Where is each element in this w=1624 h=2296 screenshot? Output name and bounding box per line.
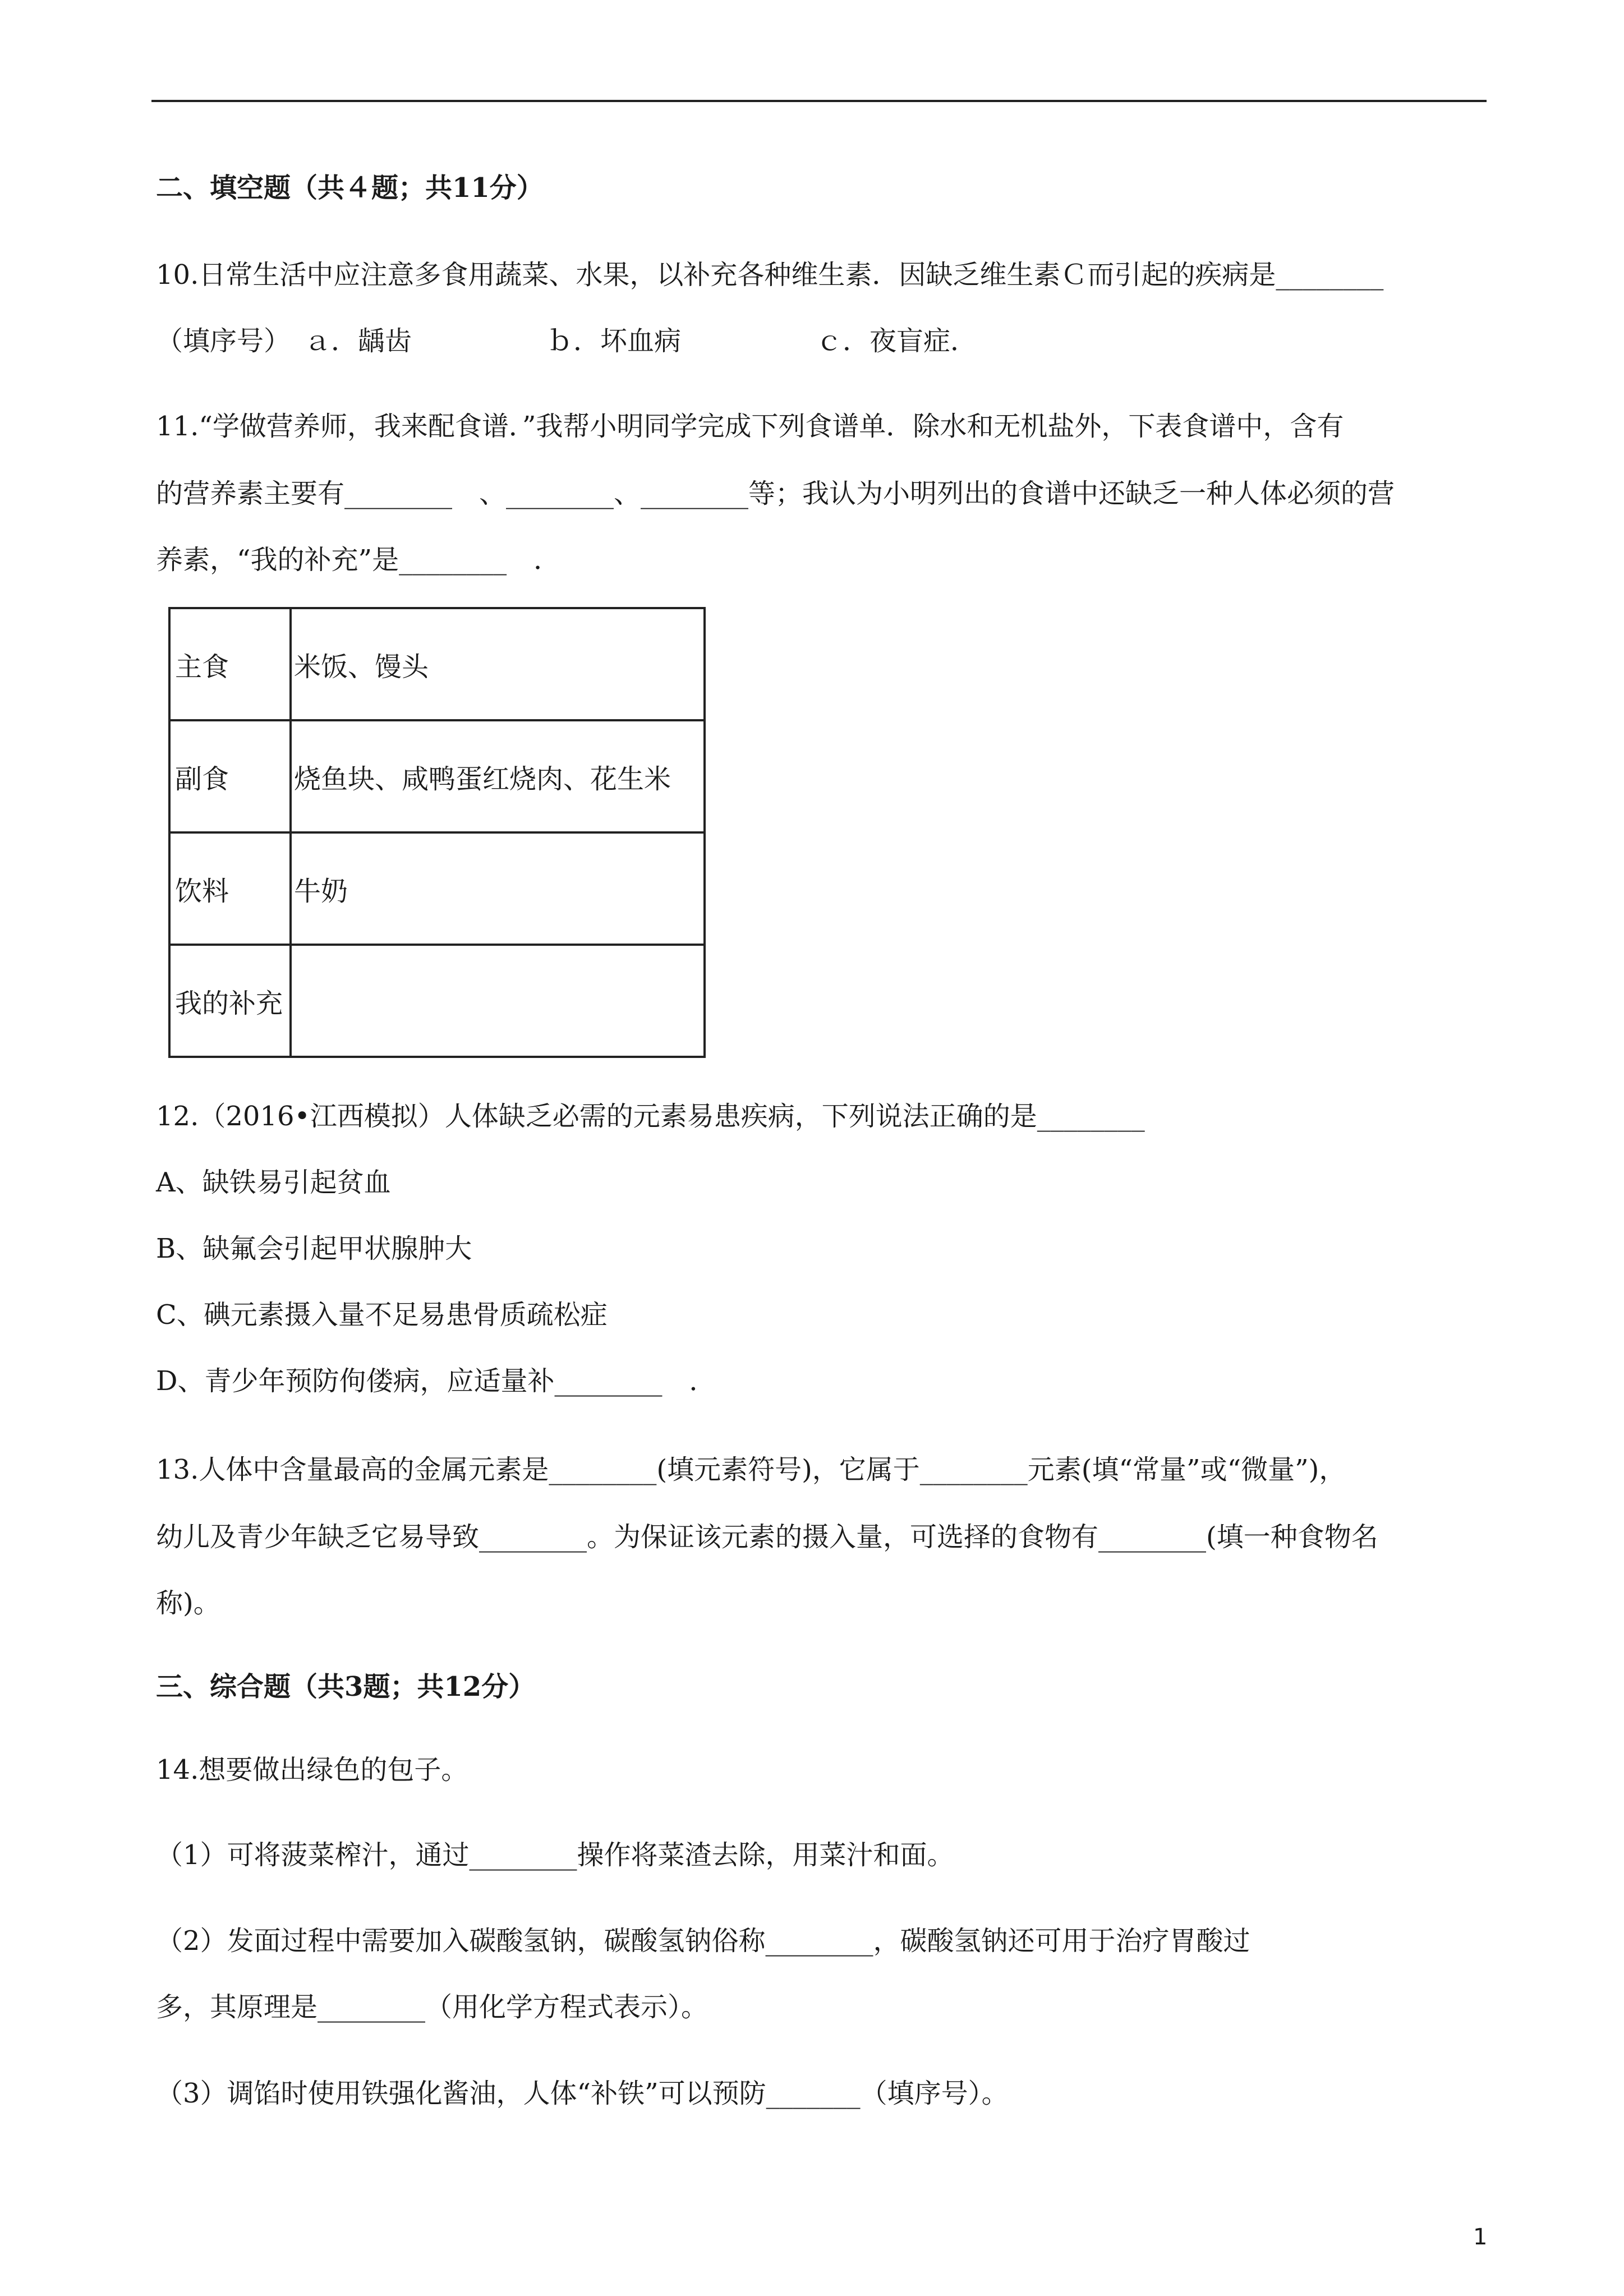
q14-part2-line1: （2）发面过程中需要加入碳酸氢钠，碳酸氢钠俗称________，碳酸氢钠还可用于治疗胃酸过 (156, 1925, 1250, 1957)
q13-line1: 13.人体中含量最高的金属元素是________(填元素符号)，它属于________元素(填“常量”或“微量”)， (156, 1454, 1346, 1485)
table-cell-label: 主食 (169, 608, 291, 720)
table-cell-value: 牛奶 (291, 832, 705, 945)
q14-part2-line2: 多，其原理是________（用化学方程式表示）。 (156, 1991, 709, 2023)
q10-line2: （填序号） ａ．龋齿 ｂ．坏血病 ｃ．夜盲症． (156, 325, 978, 357)
q11-line2: 的营养素主要有________ 、________、________等；我认为小明列出的食谱中还缺乏一种人体必须的营 (156, 478, 1395, 509)
q10-line1: 10.日常生活中应注意多食用蔬菜、水果，以补充各种维生素．因缺乏维生素Ｃ而引起的疾病是________ (156, 259, 1384, 291)
page-number: 1 (1473, 2224, 1488, 2250)
table-cell-label: 饮料 (169, 832, 291, 945)
table-cell-value: 米饭、馒头 (291, 608, 705, 720)
q12-stem: 12.（2016•江西模拟）人体缺乏必需的元素易患疾病，下列说法正确的是________ (156, 1101, 1145, 1132)
q13-line3: 称)。 (156, 1588, 220, 1619)
table-row (169, 945, 705, 1057)
q12-option-c: C、碘元素摄入量不足易患骨质疏松症 (156, 1299, 608, 1331)
table-row (169, 720, 705, 832)
q14-part3: （3）调馅时使用铁强化酱油，人体“补铁”可以预防_______（填序号）。 (156, 2078, 1009, 2109)
header-rule (151, 100, 1487, 102)
section3-heading: 三、综合题（共3题；共12分） (156, 1671, 536, 1703)
q14-stem: 14.想要做出绿色的包子。 (156, 1754, 468, 1786)
table-cell-label: 我的补充 (169, 945, 291, 1057)
table-cell-label: 副食 (169, 720, 291, 832)
q12-option-d: D、青少年预防佝偻病，应适量补________ ． (156, 1365, 716, 1397)
menu-table (168, 607, 706, 1058)
table-row (169, 832, 705, 945)
q12-option-a: A、缺铁易引起贫血 (156, 1167, 391, 1198)
section2-heading: 二、填空题（共４题；共11分） (156, 172, 544, 204)
q14-part1: （1）可将菠菜榨汁，通过________操作将菜渣去除，用菜汁和面。 (156, 1839, 954, 1871)
q12-option-b: B、缺氟会引起甲状腺肿大 (156, 1233, 472, 1264)
q13-line2: 幼儿及青少年缺乏它易导致________。为保证该元素的摄入量，可选择的食物有________(填一种食物名 (156, 1521, 1378, 1553)
q11-line1: 11.“学做营养师，我来配食谱．”我帮小明同学完成下列食谱单．除水和无机盐外，下表食谱中，含有 (156, 411, 1344, 442)
table-cell-value: 烧鱼块、咸鸭蛋红烧肉、花生米 (291, 720, 705, 832)
q11-line3: 养素，“我的补充”是________ ． (156, 544, 561, 576)
table-cell-value (291, 945, 705, 1057)
table-row (169, 608, 705, 720)
